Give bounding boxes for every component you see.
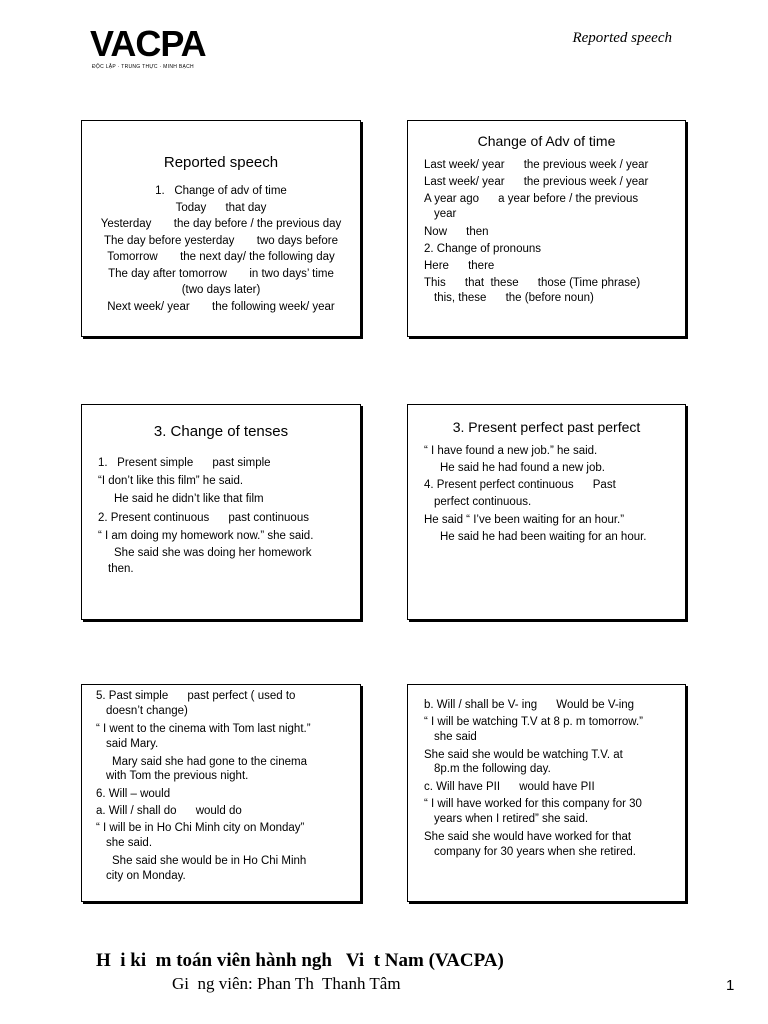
slide-line: He said he didn’t like that film bbox=[114, 493, 264, 506]
slide-title: 3. Present perfect past perfect bbox=[452, 419, 641, 435]
footer-lecturer: Gi ng viên: Phan Th Thanh Tâm bbox=[172, 974, 401, 993]
slide-line: perfect continuous. bbox=[434, 495, 532, 508]
slide-1 bbox=[81, 120, 361, 337]
slide-title: Reported speech bbox=[163, 154, 279, 171]
page-header-title: Reported speech bbox=[572, 30, 672, 46]
slide-line: “ I have found a new job.” he said. bbox=[424, 445, 598, 457]
slide-line: doesn’t change) bbox=[106, 704, 188, 717]
slide-line: 2. Present continuous past continuous bbox=[98, 511, 309, 524]
slide-line: Yesterday the day before / the previous day bbox=[100, 218, 342, 230]
slide-line: The day after tomorrow in two days’ time bbox=[108, 267, 334, 280]
footer-organization: H i ki m toán viên hành ngh Vi t Nam (VACPA) bbox=[96, 950, 504, 971]
slide-line: 8p.m the following day. bbox=[434, 763, 551, 776]
slide-line: She said she would be in Ho Chi Minh bbox=[112, 854, 307, 867]
slide-line: with Tom the previous night. bbox=[106, 770, 249, 783]
slide-line: (two days later) bbox=[181, 284, 261, 296]
slide-line: “ I will have worked for this company for 30 bbox=[424, 798, 642, 811]
logo-tagline: ĐỘC LẬP · TRUNG THỰC · MINH BẠCH bbox=[92, 64, 194, 70]
slide-line: “ I am doing my homework now.” she said. bbox=[98, 529, 314, 542]
slide-body bbox=[82, 688, 360, 883]
slide-line: 5. Past simple past perfect ( used to bbox=[96, 690, 296, 702]
slide-line: Mary said she had gone to the cinema bbox=[112, 755, 307, 768]
slide-line: This that these those (Time phrase) bbox=[424, 277, 641, 289]
slide-line: Today that day bbox=[175, 201, 267, 214]
slide-line: company for 30 years when she retired. bbox=[434, 845, 636, 858]
slide-line: she said bbox=[434, 730, 477, 743]
slide-line: He said “ I’ve been waiting for an hour.” bbox=[424, 513, 625, 526]
slide-line: said Mary. bbox=[106, 737, 159, 750]
slide-line: 1. Change of adv of time bbox=[155, 185, 287, 197]
slide-3 bbox=[81, 404, 361, 620]
slide-line: year bbox=[434, 208, 457, 220]
slide-line: Next week/ year the following week/ year bbox=[107, 300, 335, 313]
slide-line: c. Will have PII would have PII bbox=[424, 781, 595, 794]
slide-body bbox=[408, 443, 685, 546]
slide-5 bbox=[81, 684, 361, 902]
slide-line: The day before yesterday two days before bbox=[104, 234, 338, 247]
slide-line: Last week/ year the previous week / year bbox=[424, 176, 649, 188]
slide-4 bbox=[407, 404, 686, 620]
page-number: 1 bbox=[726, 977, 735, 994]
slide-line: Here there bbox=[424, 260, 495, 272]
slide-body bbox=[408, 157, 685, 304]
slide-line: A year ago a year before / the previous bbox=[424, 193, 639, 205]
slide-line: “ I will be watching T.V at 8 p. m tomorrow.” bbox=[424, 715, 644, 728]
slide-line: then. bbox=[108, 563, 134, 576]
slide-line: She said she was doing her homework bbox=[114, 547, 312, 560]
slide-line: city on Monday. bbox=[106, 869, 186, 882]
slide-line: “I don’t like this film” he said. bbox=[98, 475, 244, 488]
slide-line: Now then bbox=[424, 226, 489, 238]
slide-line: b. Will / shall be V- ing Would be V-ing bbox=[424, 699, 635, 711]
slide-line: a. Will / shall do would do bbox=[96, 805, 242, 818]
slide-line: 4. Present perfect continuous Past bbox=[424, 479, 616, 492]
slide-line: She said she would be watching T.V. at bbox=[424, 748, 623, 761]
vacpa-logo bbox=[90, 23, 206, 74]
slide-line: this, these the (before noun) bbox=[434, 292, 594, 304]
slide-line: 1. Present simple past simple bbox=[98, 457, 271, 469]
logo-wordmark: VACPA bbox=[90, 23, 206, 64]
slide-body bbox=[82, 454, 360, 577]
slide-line: she said. bbox=[106, 836, 153, 849]
slide-line: She said she would have worked for that bbox=[424, 830, 632, 843]
slide-line: Last week/ year the previous week / year bbox=[424, 159, 649, 171]
slide-body bbox=[82, 183, 360, 315]
slide-line: 2. Change of pronouns bbox=[424, 243, 542, 255]
slide-body bbox=[408, 697, 685, 859]
slide-line: 6. Will – would bbox=[96, 788, 171, 801]
slide-line: He said he had been waiting for an hour. bbox=[440, 530, 647, 543]
slide-line: “ I went to the cinema with Tom last night.” bbox=[96, 722, 311, 735]
slide-line: “ I will be in Ho Chi Minh city on Monday” bbox=[96, 821, 305, 834]
slide-line: years when I retired” she said. bbox=[434, 812, 589, 825]
slide-title: 3. Change of tenses bbox=[153, 423, 289, 440]
slide-line: He said he had found a new job. bbox=[440, 462, 605, 475]
slide-6 bbox=[407, 684, 686, 902]
slide-title: Change of Adv of time bbox=[477, 133, 616, 149]
slide-line: Tomorrow the next day/ the following day bbox=[107, 251, 335, 263]
slide-2 bbox=[407, 120, 686, 337]
